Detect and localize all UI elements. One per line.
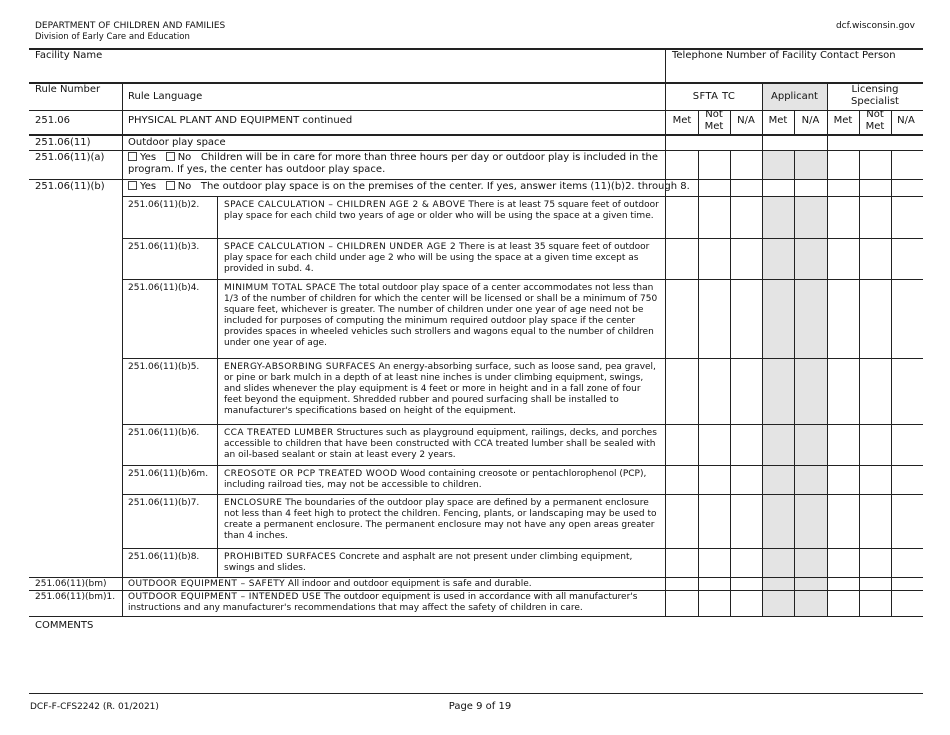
rule-number: 251.06(11)(b)	[35, 181, 105, 192]
no-checkbox[interactable]	[166, 181, 175, 190]
rule-number: 251.06(11)(b)6m.	[128, 469, 209, 479]
rule-language: ENERGY-ABSORBING SURFACES An energy-absorbing surface, such as loose sand, pea gravel, or pine or bark mulch in a depth of at least nine inches is under climbing equipment, swings, and slides whenever the play equipment is 4 feet or more in height and in a fall zone of four feet beyond the equipment. Shredded rubber and poured surfacing shall be installed to manufacturer's specifications based on height of the equipment.	[224, 362, 656, 416]
website-link[interactable]: dcf.wisconsin.gov	[835, 21, 915, 31]
division-name: Division of Early Care and Education	[35, 32, 190, 42]
yes-checkbox[interactable]	[128, 181, 137, 190]
sfta-met-header: Met	[672, 115, 692, 126]
facility-name-label: Facility Name	[35, 50, 103, 61]
comments-label: COMMENTS	[35, 620, 94, 631]
licensing-not-met-header: Not Met	[865, 109, 885, 132]
col-applicant: Applicant	[771, 91, 818, 102]
rule-number: 251.06(11)(b)5.	[128, 362, 200, 372]
rule-language: SPACE CALCULATION – CHILDREN AGE 2 & ABOVE There is at least 75 square feet of outdoor play space for each child two years of age or older who will be using the space at a given time.	[224, 200, 659, 221]
rule-language: ENCLOSURE The boundaries of the outdoor play space are defined by a permanent enclosure not less than 4 feet high to protect the children. Fencing, plants, or landscaping may be used to create a permanent enclosure. The permanent enclosure may not have any open areas greater than 4 inches.	[224, 498, 657, 541]
rule-number: 251.06(11)(a)	[35, 152, 105, 163]
facility-name-field[interactable]	[34, 63, 659, 80]
applicant-met-header: Met	[768, 115, 788, 126]
applicant-na-header: N/A	[801, 115, 820, 126]
rule-language: SPACE CALCULATION – CHILDREN UNDER AGE 2 There is at least 35 square feet of outdoor play space for each child under age 2 who will be using the space at a given time except as provided in subd. 4.	[224, 242, 650, 274]
rule-number: 251.06(11)(b)7.	[128, 498, 200, 508]
sfta-na-header: N/A	[737, 115, 755, 126]
rule-text: Children will be in care for more than three hours per day or outdoor play is included in the program. If yes, the center has outdoor play space.	[128, 152, 659, 175]
rule-number: 251.06(11)	[35, 137, 91, 148]
no-label: No	[177, 181, 192, 192]
rule-heading: Outdoor play space	[128, 137, 226, 148]
rule-number: 251.06(11)(b)8.	[128, 552, 200, 562]
rule-number: 251.06(11)(bm)1.	[35, 592, 116, 602]
rule-number: 251.06(11)(bm)	[35, 579, 107, 589]
department-name: DEPARTMENT OF CHILDREN AND FAMILIES	[35, 21, 226, 31]
no-label: No	[177, 152, 192, 163]
rule-language: OUTDOOR EQUIPMENT – INTENDED USE The outdoor equipment is used in accordance with all manufacturer's instructions and any manufacturer's recommendations that may affect the safety of children in care.	[128, 592, 638, 613]
rule-number: 251.06(11)(b)2.	[128, 200, 200, 210]
rule-language: CCA TREATED LUMBER Structures such as playground equipment, railings, decks, and porches accessible to children that have been constructed with CCA treated lumber shall be sealed with an oil-based sealant or stain at least every 2 years.	[224, 428, 657, 460]
comments-field[interactable]	[34, 634, 919, 690]
section-number: 251.06	[35, 115, 70, 126]
rule-language	[128, 181, 918, 193]
yes-checkbox[interactable]	[128, 152, 137, 161]
rule-language: MINIMUM TOTAL SPACE The total outdoor play space of a center accommodates not less than 1/3 of the number of children for which the center will be licensed or shall be a minimum of 750 square feet, whichever is greater. The number of children under one year of age need not be included for purposes of computing the minimum required outdoor play space if the center provides spaces in wheeled vehicles such strollers and wagons equal to the number of children under one year of age.	[224, 283, 658, 348]
col-licensing-specialist: Licensing Specialist	[851, 84, 899, 107]
section-title: PHYSICAL PLANT AND EQUIPMENT continued	[128, 115, 353, 126]
rule-language: PROHIBITED SURFACES Concrete and asphalt are not present under climbing equipment, swings and slides.	[224, 552, 633, 573]
no-checkbox[interactable]	[166, 152, 175, 161]
rule-language	[128, 152, 660, 176]
col-rule-number: Rule Number	[35, 84, 101, 95]
facility-phone-label: Telephone Number of Facility Contact Person	[672, 50, 896, 61]
rule-number: 251.06(11)(b)4.	[128, 283, 200, 293]
rule-language: OUTDOOR EQUIPMENT – SAFETY All indoor and outdoor equipment is safe and durable.	[128, 579, 532, 589]
page-number: Page 9 of 19	[448, 701, 512, 712]
col-rule-language: Rule Language	[128, 91, 203, 102]
sfta-not-met-header: Not Met	[704, 109, 724, 132]
rule-number: 251.06(11)(b)6.	[128, 428, 200, 438]
yes-label: Yes	[140, 181, 157, 192]
col-sfta-tc: SFTA TC	[692, 91, 736, 102]
form-id: DCF-F-CFS2242 (R. 01/2021)	[30, 702, 159, 712]
rule-language: CREOSOTE OR PCP TREATED WOOD Wood containing creosote or pentachlorophenol (PCP), including railroad ties, may not be accessible to children.	[224, 469, 647, 490]
rule-number: 251.06(11)(b)3.	[128, 242, 200, 252]
facility-phone-field[interactable]	[671, 63, 919, 80]
yes-label: Yes	[140, 152, 157, 163]
rule-text: The outdoor play space is on the premises of the center. If yes, answer items (11)(b)2. through 8.	[200, 181, 690, 192]
licensing-na-header: N/A	[897, 115, 915, 126]
licensing-met-header: Met	[833, 115, 853, 126]
